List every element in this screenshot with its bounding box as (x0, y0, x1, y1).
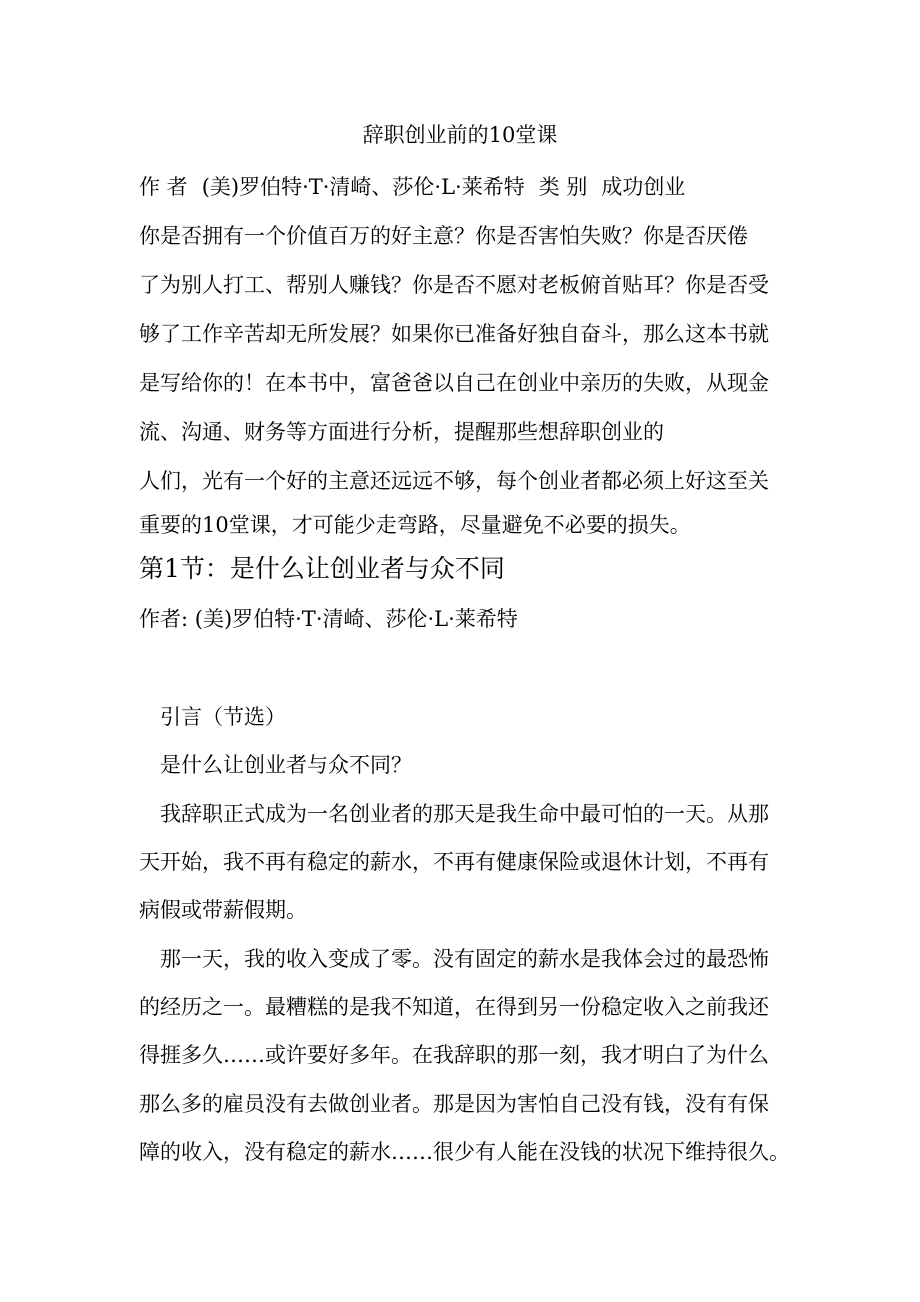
intro-line: 重要的10堂课，才可能少走弯路，尽量避免不必要的损失。 (139, 513, 691, 537)
intro-line: 你是否拥有一个价值百万的好主意？你是否害怕失败？你是否厌倦 (139, 224, 748, 248)
author-value: (美)罗伯特·T·清崎、莎伦·L·莱希特 (201, 175, 525, 199)
intro-line: 是写给你的！在本书中，富爸爸以自己在创业中亲历的失败，从现金 (139, 371, 769, 395)
author-label: 作 者 (139, 175, 188, 199)
excerpt-label: 引言（节选） (160, 705, 286, 729)
category-value: 成功创业 (601, 175, 686, 199)
paragraph-line: 那么多的雇员没有去做创业者。那是因为害怕自己没有钱，没有有保 (139, 1092, 769, 1116)
paragraph-line: 天开始，我不再有稳定的薪水，不再有健康保险或退休计划，不再有 (139, 850, 769, 874)
intro-line: 够了工作辛苦却无所发展？如果你已准备好独自奋斗，那么这本书就 (139, 322, 769, 346)
meta-line (139, 173, 789, 201)
question-line: 是什么让创业者与众不同？ (160, 753, 412, 777)
paragraph-line: 我辞职正式成为一名创业者的那天是我生命中最可怕的一天。从那 (160, 802, 769, 826)
paragraph-line: 病假或带薪假期。 (139, 898, 307, 922)
paragraph-line: 得捱多久……或许要好多年。在我辞职的那一刻，我才明白了为什么 (139, 1043, 769, 1067)
document-title: 辞职创业前的10堂课 (362, 123, 558, 147)
intro-line: 流、沟通、财务等方面进行分析，提醒那些想辞职创业的 (139, 420, 664, 444)
section-heading: 第1节：是什么让创业者与众不同 (139, 554, 505, 583)
category-label: 类 别 (538, 175, 588, 199)
section-author: 作者: (美)罗伯特·T·清崎、莎伦·L·莱希特 (139, 607, 518, 631)
intro-line: 人们，光有一个好的主意还远远不够，每个创业者都必须上好这至关 (139, 469, 769, 493)
paragraph-line: 那一天，我的收入变成了零。没有固定的薪水是我体会过的最恐怖 (160, 947, 769, 971)
paragraph-line: 的经历之一。最糟糕的是我不知道，在得到另一份稳定收入之前我还 (139, 995, 769, 1019)
intro-line: 了为别人打工、帮别人赚钱？你是否不愿对老板俯首贴耳？你是否受 (139, 273, 769, 297)
paragraph-line: 障的收入，没有稳定的薪水……很少有人能在没钱的状况下维持很久。 (139, 1140, 790, 1164)
